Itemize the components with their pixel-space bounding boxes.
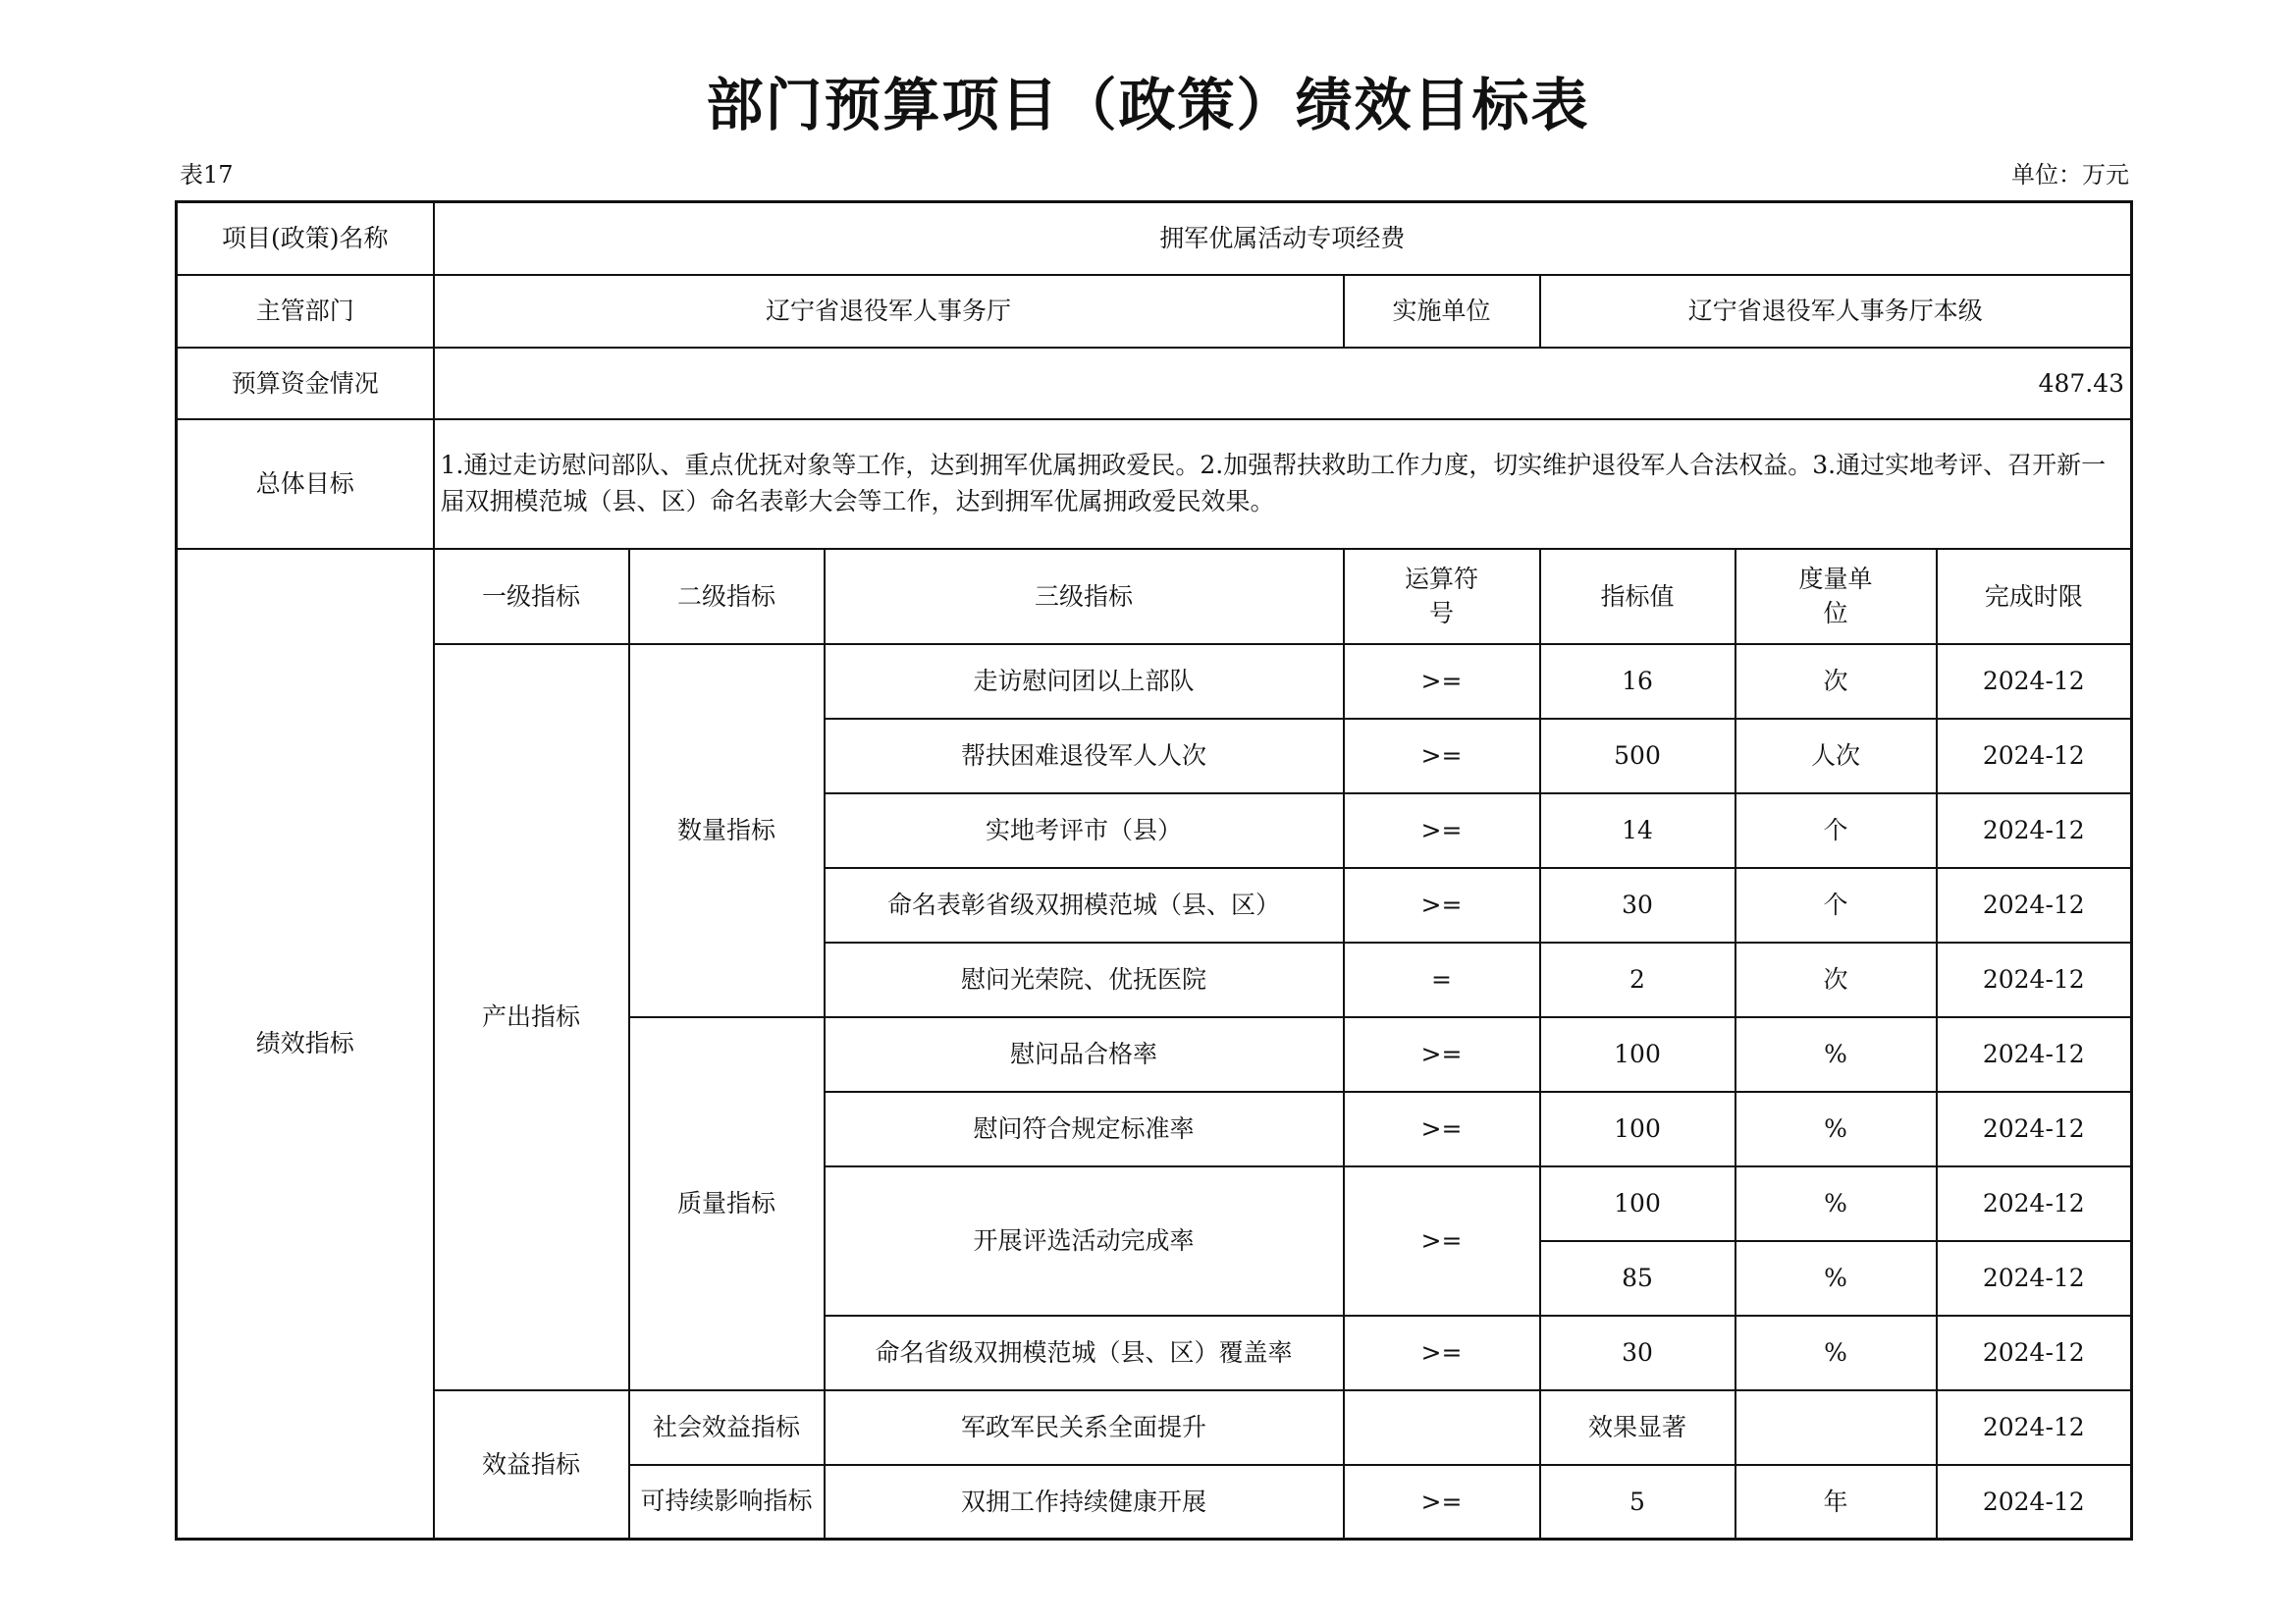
indicator-operator: >= [1344,1316,1540,1390]
indicator-value: 30 [1540,868,1735,943]
indicator-name: 实地考评市（县） [825,793,1344,868]
indicator-name: 命名表彰省级双拥模范城（县、区） [825,868,1344,943]
indicator-deadline: 2024-12 [1937,644,2132,719]
project-name-label: 项目(政策)名称 [177,202,434,275]
header-operator [1344,549,1540,644]
indicator-operator: = [1344,943,1540,1017]
header-level2: 二级指标 [629,549,825,644]
overall-goal-value: 1.通过走访慰问部队、重点优抚对象等工作，达到拥军优属拥政爱民。2.加强帮扶救助工作力度，切实维护退役军人合法权益。3.通过实地考评、召开新一届双拥模范城（县、区）命名表彰大会等工作，达到拥军优属拥政爱民效果。 [434,419,2132,549]
indicator-operator [1344,1390,1540,1465]
indicator-deadline: 2024-12 [1937,1390,2132,1465]
output-indicator-label: 产出指标 [434,644,629,1390]
header-unit-text: 度量单位 [1798,565,1873,627]
project-name-value: 拥军优属活动专项经费 [434,202,2132,275]
row-indicator-header [177,549,2132,644]
indicator-value: 14 [1540,793,1735,868]
indicator-unit: % [1735,1316,1937,1390]
indicator-unit: % [1735,1092,1937,1166]
indicator-operator: >= [1344,793,1540,868]
row-overall-goal [177,419,2132,549]
indicator-value: 100 [1540,1017,1735,1092]
indicator-deadline: 2024-12 [1937,1316,2132,1390]
indicator-operator: >= [1344,719,1540,793]
indicator-operator: >= [1344,1092,1540,1166]
implementing-unit-label: 实施单位 [1344,275,1540,348]
indicator-value: 5 [1540,1465,1735,1540]
indicator-value: 100 [1540,1166,1735,1241]
indicator-name: 命名省级双拥模范城（县、区）覆盖率 [825,1316,1344,1390]
indicator-operator: >= [1344,1465,1540,1540]
indicator-unit: 个 [1735,868,1937,943]
indicator-unit: 次 [1735,943,1937,1017]
header-level3: 三级指标 [825,549,1344,644]
indicator-name: 慰问符合规定标准率 [825,1092,1344,1166]
social-benefit-label: 社会效益指标 [629,1390,825,1465]
indicator-name: 慰问光荣院、优抚医院 [825,943,1344,1017]
quantity-indicator-label: 数量指标 [629,644,825,1017]
indicator-deadline: 2024-12 [1937,1017,2132,1092]
indicator-deadline: 2024-12 [1937,719,2132,793]
budget-value: 487.43 [434,348,2132,419]
header-unit [1735,549,1937,644]
indicator-name: 军政军民关系全面提升 [825,1390,1344,1465]
header-value: 指标值 [1540,549,1735,644]
header-operator-text: 运算符号 [1404,565,1478,627]
indicator-deadline: 2024-12 [1937,1166,2132,1241]
indicator-deadline: 2024-12 [1937,868,2132,943]
indicator-operator: >= [1344,1166,1540,1316]
row-budget [177,348,2132,419]
indicator-unit: % [1735,1241,1937,1316]
unit-label: 单位：万元 [2011,161,2129,189]
quality-indicator-label: 质量指标 [629,1017,825,1390]
table-row [177,644,2132,719]
indicator-value: 100 [1540,1092,1735,1166]
indicator-name: 开展评选活动完成率 [825,1166,1344,1316]
row-department [177,275,2132,348]
indicator-value: 2 [1540,943,1735,1017]
table-row [177,1390,2132,1465]
indicator-name: 帮扶困难退役军人人次 [825,719,1344,793]
budget-label: 预算资金情况 [177,348,434,419]
page-title: 部门预算项目（政策）绩效目标表 [706,72,1590,138]
indicator-unit: 次 [1735,644,1937,719]
indicator-deadline: 2024-12 [1937,1465,2132,1540]
indicator-name: 走访慰问团以上部队 [825,644,1344,719]
indicator-operator: >= [1344,868,1540,943]
indicator-value: 500 [1540,719,1735,793]
indicator-value: 效果显著 [1540,1390,1735,1465]
indicator-deadline: 2024-12 [1937,793,2132,868]
indicator-operator: >= [1344,644,1540,719]
indicator-value: 16 [1540,644,1735,719]
indicator-deadline: 2024-12 [1937,1092,2132,1166]
indicator-deadline: 2024-12 [1937,1241,2132,1316]
indicator-unit: % [1735,1017,1937,1092]
indicator-unit: % [1735,1166,1937,1241]
indicator-unit [1735,1390,1937,1465]
indicator-name: 慰问品合格率 [825,1017,1344,1092]
department-value: 辽宁省退役军人事务厅 [434,275,1344,348]
header-deadline: 完成时限 [1937,549,2132,644]
header-level1: 一级指标 [434,549,629,644]
department-label: 主管部门 [177,275,434,348]
performance-target-table [175,200,2133,1541]
indicator-unit: 人次 [1735,719,1937,793]
sustainable-impact-label: 可持续影响指标 [629,1465,825,1540]
indicator-deadline: 2024-12 [1937,943,2132,1017]
indicator-operator: >= [1344,1017,1540,1092]
benefit-indicator-label: 效益指标 [434,1390,629,1540]
table-number: 表17 [180,161,234,189]
indicator-unit: 年 [1735,1465,1937,1540]
indicator-value: 30 [1540,1316,1735,1390]
implementing-unit-value: 辽宁省退役军人事务厅本级 [1540,275,2132,348]
overall-goal-label: 总体目标 [177,419,434,549]
row-project-name [177,202,2132,275]
performance-indicator-label: 绩效指标 [177,549,434,1540]
indicator-unit: 个 [1735,793,1937,868]
indicator-name: 双拥工作持续健康开展 [825,1465,1344,1540]
indicator-value: 85 [1540,1241,1735,1316]
